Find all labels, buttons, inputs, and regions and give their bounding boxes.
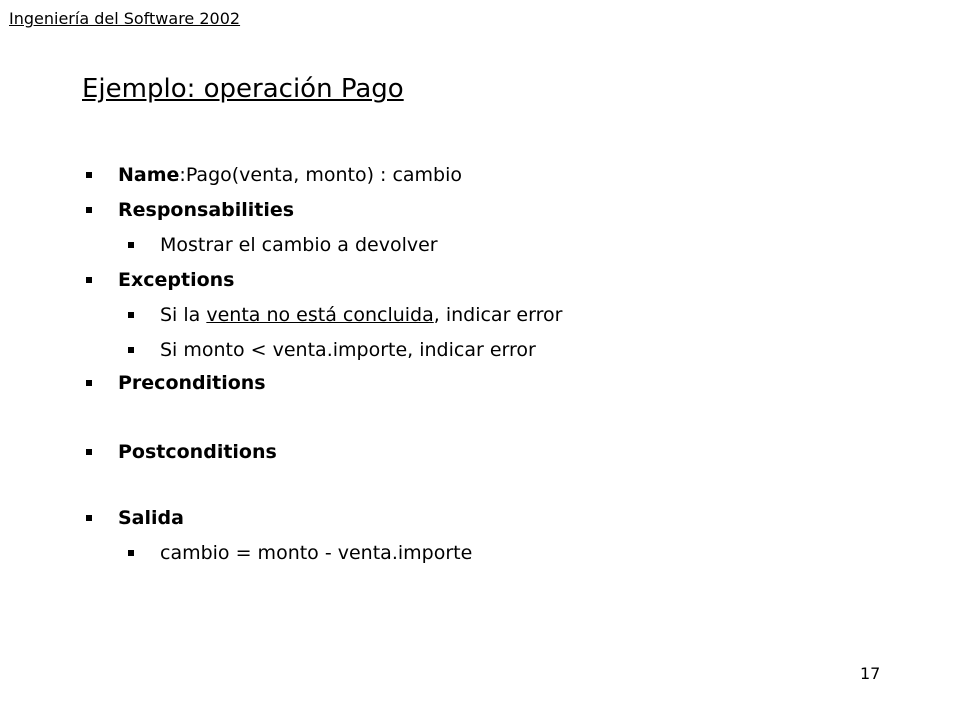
salida-item-text: cambio = monto - venta.importe <box>160 542 473 564</box>
square-bullet-icon <box>128 242 134 248</box>
square-bullet-icon <box>86 207 92 213</box>
exc-item-2-text: Si monto < venta.importe, indicar error <box>160 339 536 361</box>
bullet-resp-item-1 <box>128 233 438 257</box>
slide-title: Ejemplo: operación Pago <box>82 74 404 104</box>
square-bullet-icon <box>128 347 134 353</box>
square-bullet-icon <box>128 550 134 556</box>
square-bullet-icon <box>86 172 92 178</box>
exc-item-1-post: , indicar error <box>433 304 563 326</box>
bullet-salida-item-1 <box>128 541 472 565</box>
bullet-exc-item-1 <box>128 303 562 327</box>
bullet-salida <box>86 506 184 530</box>
bullet-exc-item-2 <box>128 338 536 362</box>
preconditions-label: Preconditions <box>118 372 266 394</box>
square-bullet-icon <box>86 515 92 521</box>
resp-item-text: Mostrar el cambio a devolver <box>160 234 438 256</box>
bullet-preconditions <box>86 371 266 395</box>
name-label: Name <box>118 164 180 186</box>
square-bullet-icon <box>86 277 92 283</box>
square-bullet-icon <box>128 312 134 318</box>
square-bullet-icon <box>86 449 92 455</box>
bullet-name <box>86 163 462 187</box>
exceptions-label: Exceptions <box>118 269 235 291</box>
exc-item-1-underlined: venta no está concluida <box>206 304 434 326</box>
course-header: Ingeniería del Software 2002 <box>9 9 241 28</box>
responsabilities-label: Responsabilities <box>118 199 295 221</box>
bullet-postconditions <box>86 440 277 464</box>
bullet-responsabilities <box>86 198 294 222</box>
page-number: 17 <box>860 664 881 683</box>
salida-label: Salida <box>118 507 184 529</box>
bullet-exceptions <box>86 268 234 292</box>
postconditions-label: Postconditions <box>118 441 277 463</box>
exc-item-1-pre: Si la <box>160 304 207 326</box>
square-bullet-icon <box>86 380 92 386</box>
name-signature: :Pago(venta, monto) : cambio <box>179 164 463 186</box>
